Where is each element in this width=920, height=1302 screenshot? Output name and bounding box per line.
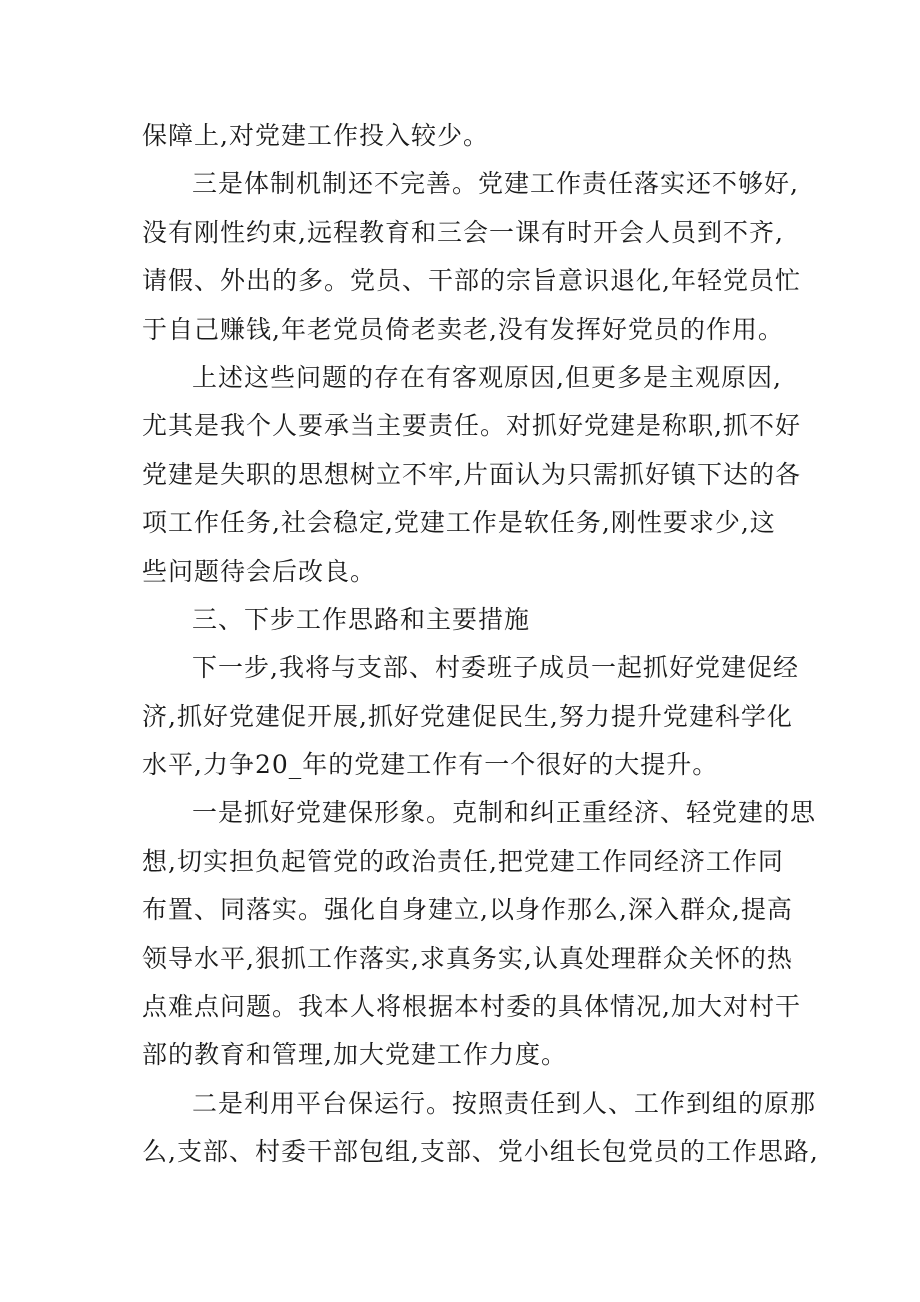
text-line: 项工作任务,社会稳定,党建工作是软任务,刚性要求少,这 [142,508,776,538]
text-line: 下一步,我将与支部、村委班子成员一起抓好党建促经 [192,653,799,683]
text-line: 济,抓好党建促开展,抓好党建促民生,努力提升党建科学化 [142,701,793,731]
text-line: 没有刚性约束,远程教育和三会一课有时开会人员到不齐, [142,217,784,247]
text-line: 些问题待会后改良。 [142,556,377,586]
text-line: 上述这些问题的存在有客观原因,但更多是主观原因, [192,362,782,392]
text-line: 想,切实担负起管党的政治责任,把党建工作同经济工作同 [142,846,784,876]
text-line: 点难点问题。我本人将根据本村委的具体情况,加大对村干 [142,992,801,1022]
text-line: 三是体制机制还不完善。党建工作责任落实还不够好, [192,169,799,199]
document-body [142,112,819,1177]
text-line: 二是利用平台保运行。按照责任到人、工作到组的原那 [192,1088,817,1118]
text-line: 一是抓好党建保形象。克制和纠正重经济、轻党建的思 [192,798,817,828]
text-line: 领导水平,狠抓工作落实,求真务实,认真处理群众关怀的热 [142,943,793,973]
text-line: 请假、外出的多。党员、干部的宗旨意识退化,年轻党员忙 [142,266,801,296]
text-line: 于自己赚钱,年老党员倚老卖老,没有发挥好党员的作用。 [142,314,784,344]
text-line: 尤其是我个人要承当主要责任。对抓好党建是称职,抓不好 [142,411,801,441]
text-line: 党建是失职的思想树立不牢,片面认为只需抓好镇下达的各 [142,459,801,489]
text-line: 水平,力争20_年的党建工作有一个很好的大提升。 [142,750,719,780]
text-line: 么,支部、村委干部包组,支部、党小组长包党员的工作思路, [142,1137,819,1167]
text-line: 保障上,对党建工作投入较少。 [142,121,489,150]
section-heading: 三、下步工作思路和主要措施 [192,604,531,634]
text-line: 布置、同落实。强化自身建立,以身作那么,深入群众,提高 [142,895,793,925]
text-line: 部的教育和管理,加大党建工作力度。 [142,1040,567,1070]
